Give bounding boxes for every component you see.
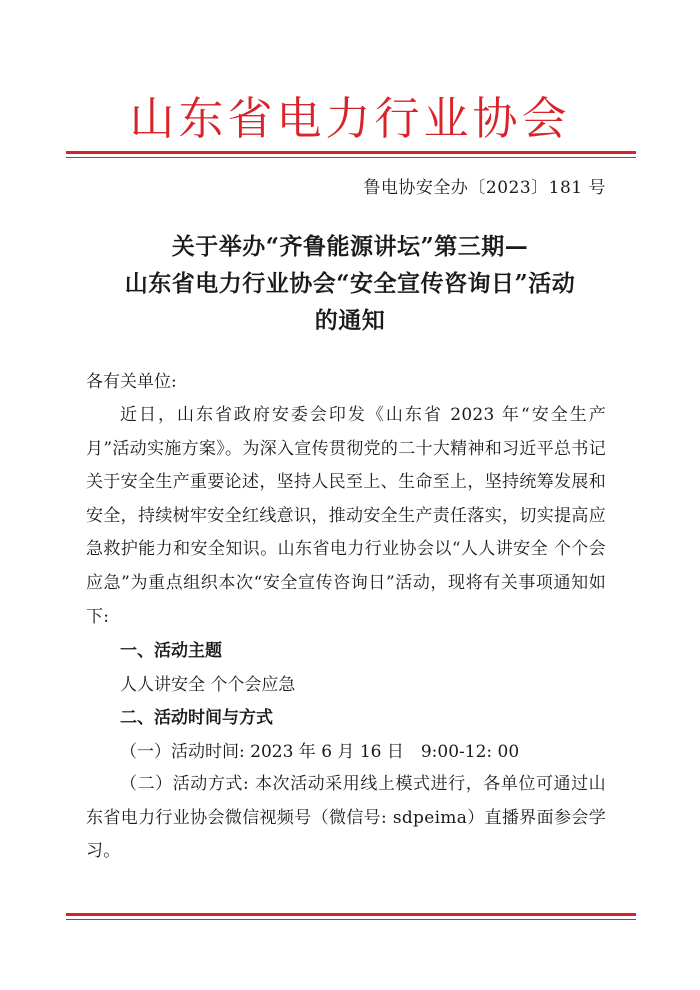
- document-title-line-1: 关于举办“齐鲁能源讲坛”第三期—: [171, 233, 529, 260]
- activity-time-line: （一）活动时间: 2023 年 6 月 16 日 9:00-12: 00: [120, 742, 520, 762]
- letterhead-title: 山东省电力行业协会: [129, 92, 571, 145]
- footer-rule-thin: [66, 919, 636, 920]
- footer-rule-thick: [66, 913, 636, 916]
- document-number: 鲁电协安全办〔2023〕181 号: [363, 178, 606, 198]
- section-heading-time-method: 二、活动时间与方式: [120, 708, 273, 728]
- section-theme-content: 人人讲安全 个个会应急: [120, 675, 296, 695]
- letterhead-rule-thin: [66, 157, 636, 158]
- document-title-line-3: 的通知: [314, 307, 386, 334]
- intro-paragraph: 近日，山东省政府安委会印发《山东省 2023 年“安全生产月”活动实施方案》。为深入宣传贯彻党的二十大精神和习近平总书记关于安全生产重要论述，坚持人民至上、生命至上，坚持统筹发展和安全，持续树牢安全红线意识，推动安全生产责任落实，切实提高应急救护能力和安全知识。山东省电力行业协会以“人人讲安全 个个会应急”为重点组织本次“安全宣传咨询日”活动，现将有关事项通知如下:: [86, 405, 606, 627]
- activity-method-paragraph: （二）活动方式: 本次活动采用线上模式进行，各单位可通过山东省电力行业协会微信视频号（微信号: sdpeima）直播界面参会学习。: [86, 774, 606, 862]
- document-title: [60, 228, 640, 339]
- salutation: 各有关单位:: [86, 372, 177, 392]
- letterhead-rule-thick: [66, 151, 636, 154]
- section-heading-theme: 一、活动主题: [120, 641, 222, 661]
- document-title-line-2: 山东省电力行业协会“安全宣传咨询日”活动: [124, 270, 576, 297]
